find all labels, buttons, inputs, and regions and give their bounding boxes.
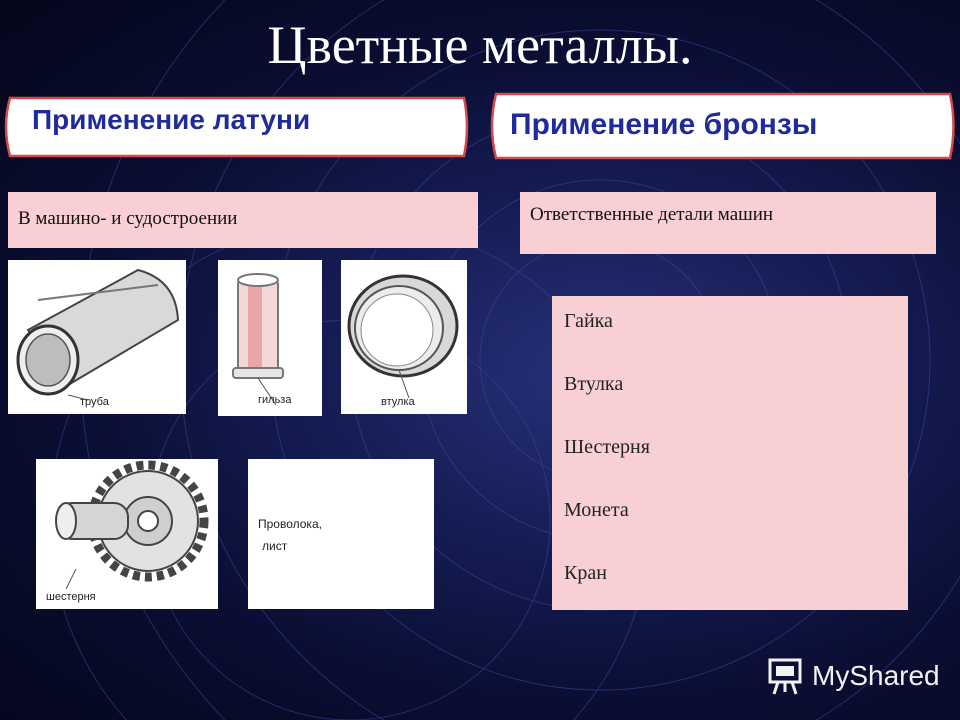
pipe-caption: труба [80, 396, 109, 408]
bronze-heading-banner [488, 92, 958, 160]
list-item: Шестерня [564, 436, 650, 458]
sleeve-case-drawing [218, 260, 322, 416]
slide-title: Цветные металлы. [267, 15, 693, 75]
list-item: Кран [564, 562, 607, 584]
list-item: Монета [564, 499, 629, 521]
list-item: Втулка [564, 373, 624, 395]
bronze-usage-box [520, 192, 936, 254]
wire-sheet-box [248, 459, 434, 609]
brass-heading: Применение латуни [32, 104, 311, 135]
bushing-drawing [341, 260, 467, 414]
bronze-parts-list [552, 296, 908, 610]
gear-caption: шестерня [46, 591, 96, 603]
list-item: Гайка [564, 310, 613, 332]
bushing-caption: втулка [381, 396, 415, 408]
brass-usage-text: В машино- и судостроении [18, 208, 238, 229]
bronze-usage-text: Ответственные детали машин [530, 204, 774, 225]
bronze-heading: Применение бронзы [510, 108, 818, 141]
projector-screen-icon [766, 656, 806, 696]
sleeve-case-photo [218, 260, 322, 416]
pipe-drawing [8, 260, 186, 414]
sheet-caption: лист [262, 539, 288, 553]
sleeve-case-caption: гильза [258, 394, 292, 406]
myshared-logo [766, 654, 946, 698]
bushing-photo [341, 260, 467, 414]
brass-usage-box [8, 192, 478, 248]
logo-text: MyShared [812, 660, 940, 691]
gear-photo [36, 459, 218, 609]
gear-drawing [36, 459, 218, 609]
brass-heading-banner [2, 96, 472, 158]
wire-caption: Проволока, [258, 517, 322, 531]
pipe-photo [8, 260, 186, 414]
